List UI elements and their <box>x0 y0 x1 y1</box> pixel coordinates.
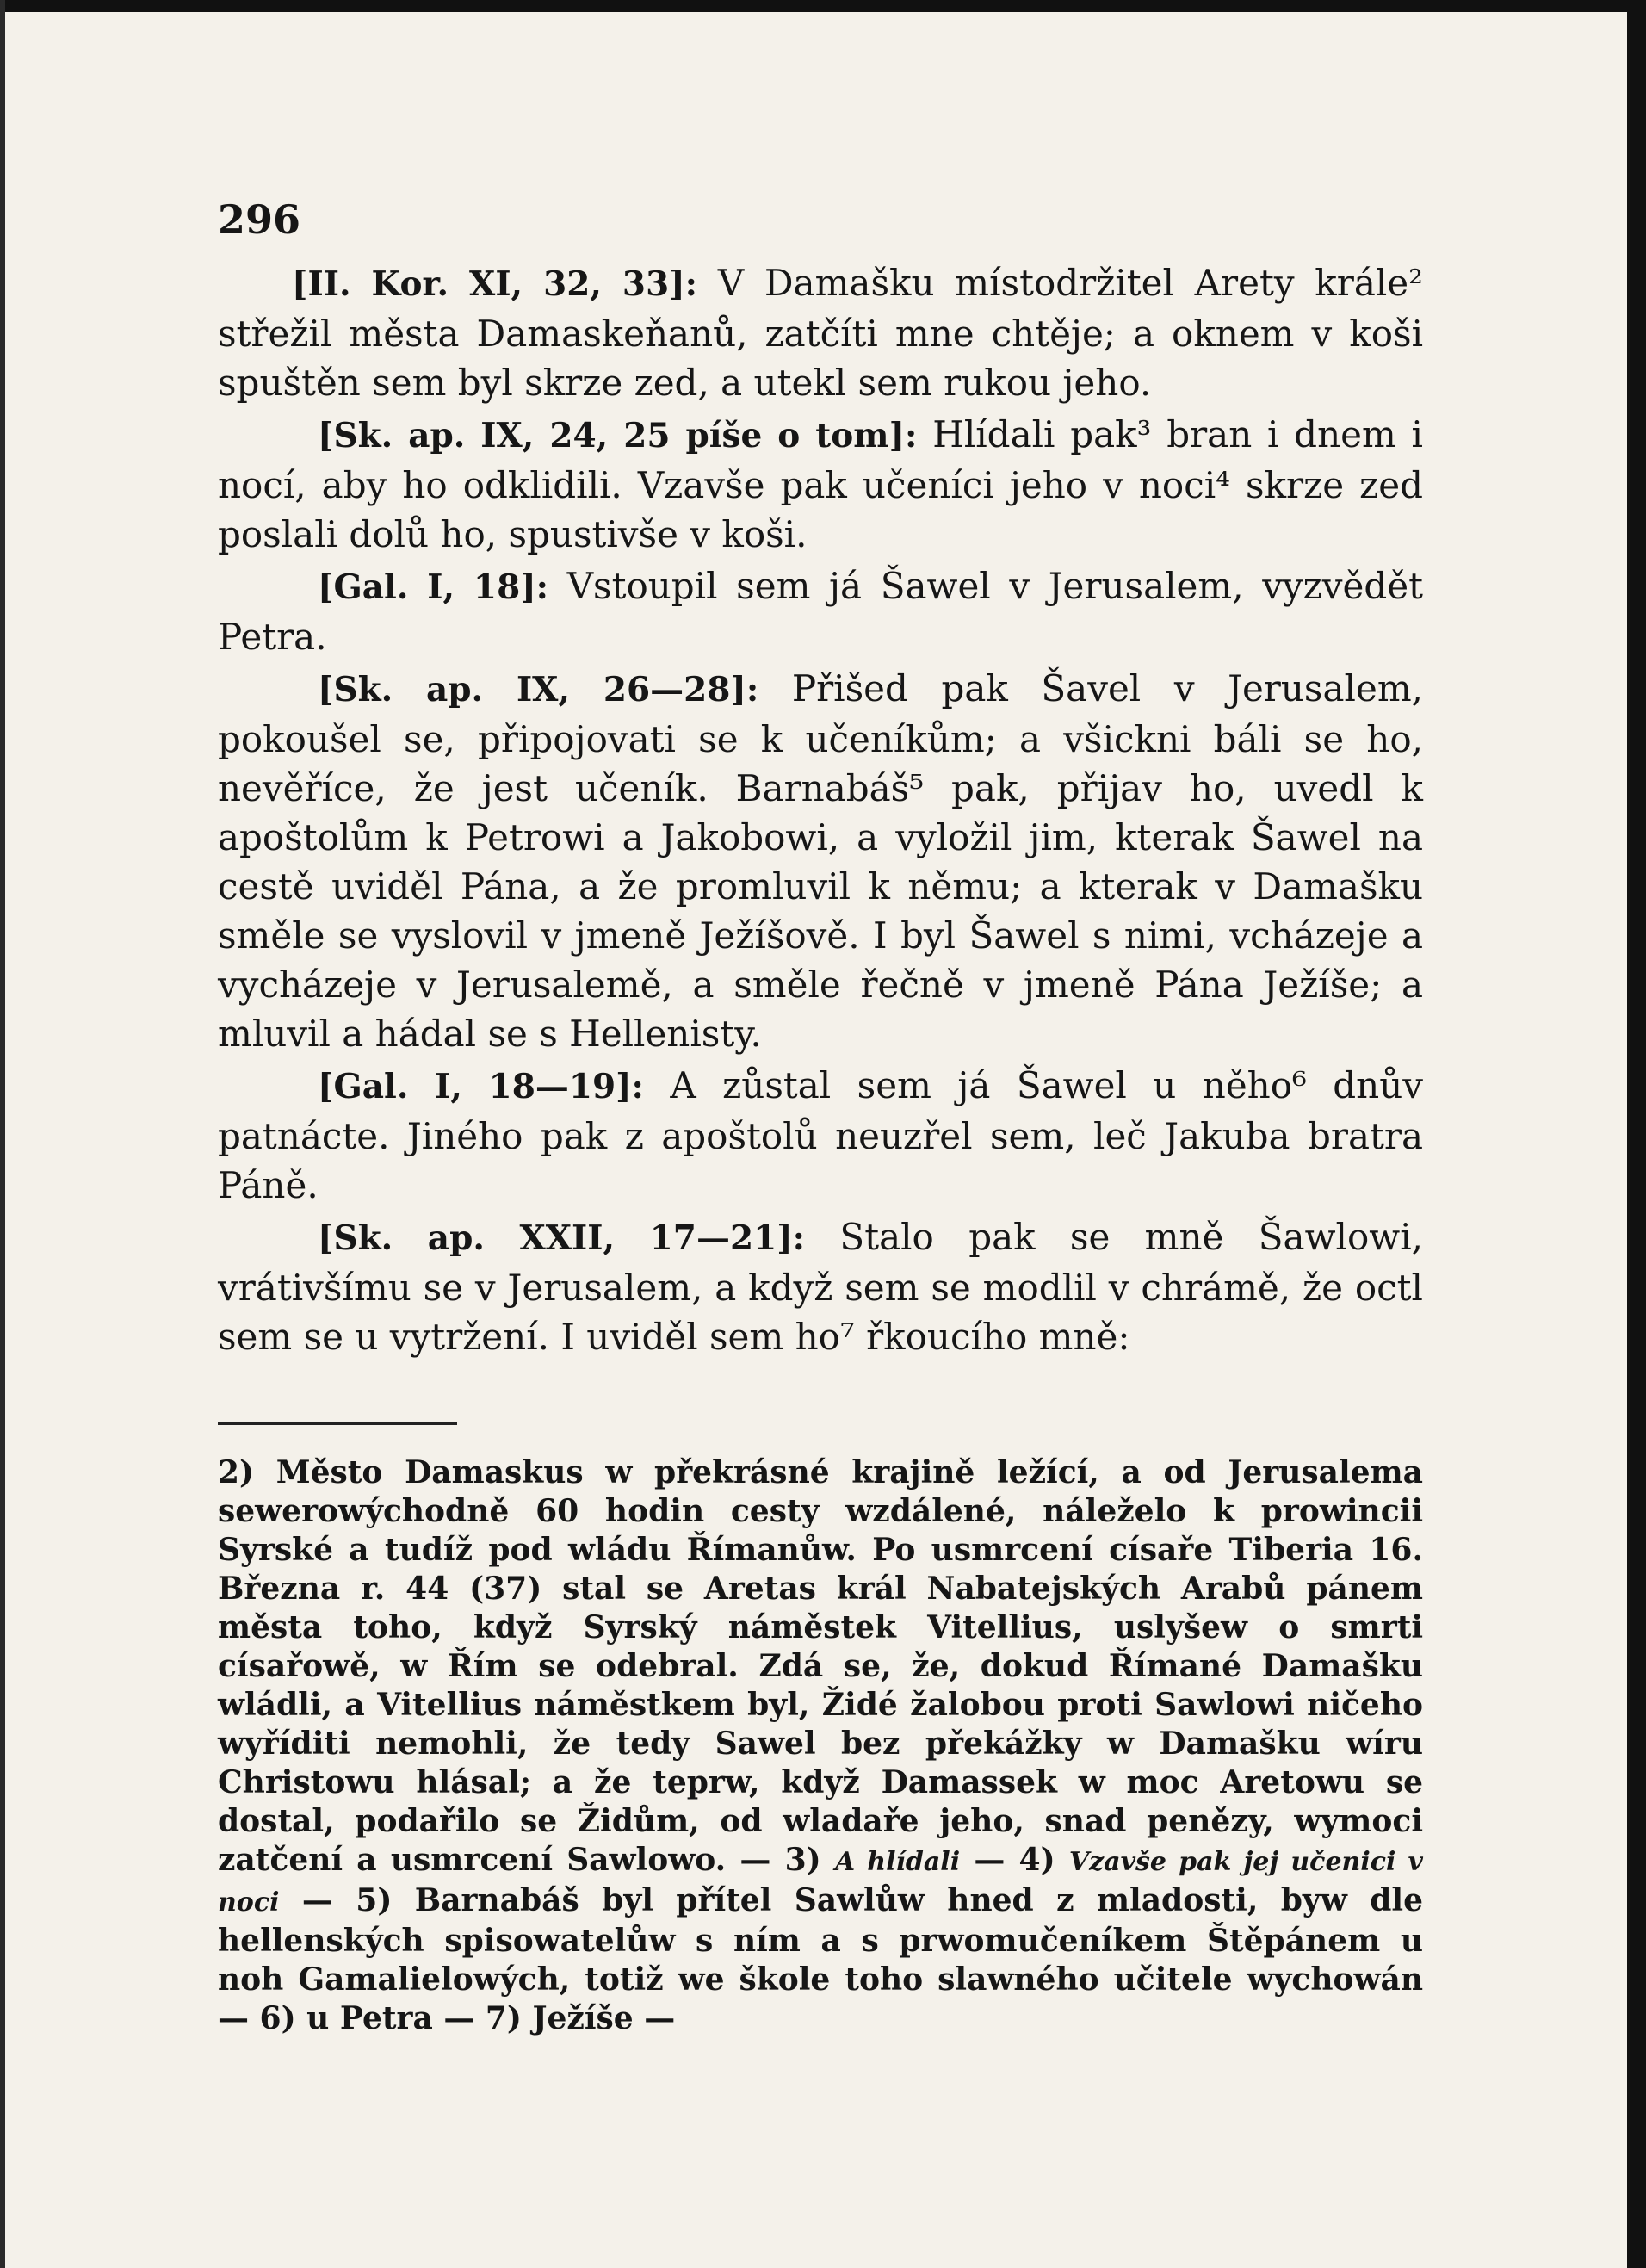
paragraph-3 <box>218 561 1423 661</box>
footnote-5-7: — 5) Barnabáš byl přítel Sawlůw hned z mladosti, byw dle hellenských spisowatelůw s ním a s prwomučeníkem Štěpánem u noh Gamalielowých, totiž we škole toho slawného učitele wychowán — 6) u Petra — 7) Ježíše — <box>218 1882 1423 2036</box>
paragraph-text: Hlídali pak³ bran i dnem i nocí, aby ho odklidili. Vzavše pak učeníci jeho v noci⁴ skrze zed poslali dolů ho, spustivše v koši. <box>218 413 1423 555</box>
footnote-2: 2) Město Damaskus w překrásné krajině ležící, a od Jerusalema sewerowýchodně 60 hodin cesty wzdálené, náleželo k prowincii Syrské a tudíž pod wládu Římanůw. Po usmrcení císaře Tiberia 16. Března r. 44 (37) stal se Aretas král Nabatejských Arabů pánem města toho, když Syrský náměstek Vitellius, uslyšew o smrti císařowě, w Řím se odebral. Zdá se, že, dokud Římané Damašku wládli, a Vitellius náměstkem byl, Židé žalobou proti Sawlowi ničeho wyříditi nemohli, že tedy Sawel bez překážky w Damašku wíru Christowu hlásal; a že teprw, když Damassek w moc Aretowu se dostal, podařilo se Židům, od wladaře jeho, snad penězy, wymoci zatčení a usmrcení Sawlowo. — <box>218 1454 1423 1878</box>
scan-border-top <box>0 0 1646 12</box>
footnote-divider <box>218 1422 457 1425</box>
paragraph-text: A zůstal sem já Šawel u něho⁶ dnův patnácte. Jiného pak z apoštolů neuzřel sem, leč Jakuba bratra Páně. <box>218 1064 1423 1206</box>
paragraph-1 <box>218 258 1423 407</box>
paragraph-text: Přišed pak Šavel v Jerusalem, pokoušel se, připojovati se k učeníkům; a všickni báli se ho, nevěříce, že jest učeník. Barnabáš⁵ pak, přijav ho, uvedl k apoštolům k Petrowi a Jakobowi, a vyložil jim, kterak Šawel na cestě uviděl Pána, a že promluvil k němu; a kterak v Damašku směle se vyslovil v jmeně Ježíšově. I byl Šawel s nimi, vcházeje a vycházeje v Jerusalemě, a směle řečně v jmeně Pána Ježíše; a mluvil a hádal se s Hellenisty. <box>218 667 1423 1055</box>
scripture-ref: [Sk. ap. XXII, 17—21]: <box>318 1218 806 1258</box>
paragraph-6 <box>218 1212 1423 1361</box>
main-text <box>218 258 1423 1364</box>
paragraph-2 <box>218 410 1423 559</box>
paragraph-5 <box>218 1061 1423 1210</box>
footnote-4-text: Vzavše pak jej učenici v noci <box>218 1847 1423 1918</box>
footnotes <box>218 1453 1423 2038</box>
footnote-3-text: A hlídali <box>834 1847 961 1877</box>
scan-border-left <box>0 0 5 2268</box>
scripture-ref: [Gal. I, 18—19]: <box>318 1067 644 1106</box>
footnote-block <box>218 1453 1423 2038</box>
paragraph-text: Stalo pak se mně Šawlowi, vrátivšímu se v Jerusalem, a když sem se modlil v chrámě, že octl sem se u vytržení. I uviděl sem ho⁷ řkoucího mně: <box>218 1216 1423 1358</box>
scripture-ref: [Sk. ap. IX, 26—28]: <box>318 670 759 710</box>
paragraph-text: Vstoupil sem já Šawel v Jerusalem, vyzvědět Petra. <box>218 565 1423 658</box>
footnote-3-marker: 3) <box>784 1842 821 1878</box>
scripture-ref: [Sk. ap. IX, 24, 25 píše o tom]: <box>318 416 918 455</box>
footnote-4-marker: — 4) <box>974 1842 1055 1878</box>
scripture-ref: [II. Kor. XI, 32, 33]: <box>292 264 698 304</box>
paragraph-4 <box>218 664 1423 1058</box>
page-number: 296 <box>218 196 301 243</box>
scan-border-right <box>1627 0 1646 2268</box>
scripture-ref: [Gal. I, 18]: <box>318 567 549 607</box>
paragraph-text: V Damašku místodržitel Arety krále² střežil města Damaskeňanů, zatčíti mne chtěje; a oknem v koši spuštěn sem byl skrze zed, a utekl sem rukou jeho. <box>218 262 1423 404</box>
